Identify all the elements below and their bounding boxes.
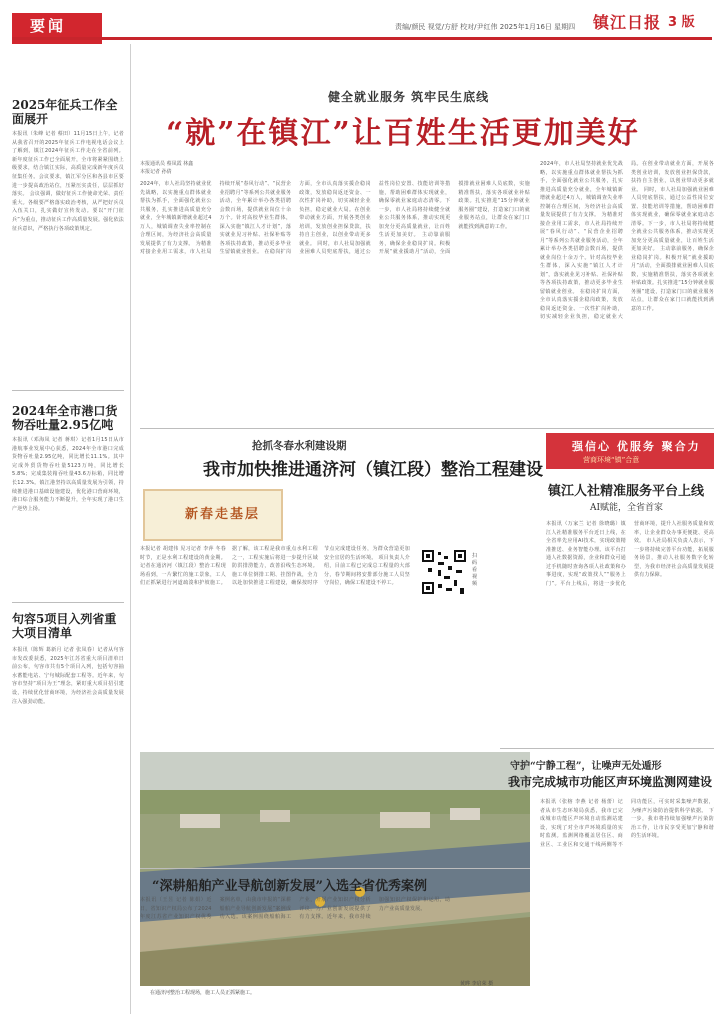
deep-headline: “深耕船舶产业导航创新发展”入选全省优秀案例: [152, 879, 427, 894]
story-body: 本报讯（朱峰 记者 蔡田）11月15日上午，记者从我省召开的2025年征兵工作电视电话会议上了解到，镇江2024年征兵工作走在全省前列。新年度征兵工作已全面展开，全市将紧紧围绕上级要求，结合镇江实际，高质量完成新年度兵员征集任务。会议要求，镇江军分区和各县市区要进一步提高政治站位，压紧压实责任，层层抓好落实。 会议强调，做好征兵工作使命光荣、责任重大。各级要严格落实政治考核，从严把好兵员入伍关口，扎实做好宣传发动。要以“开门征兵”为重点，推动征兵工作高质量发展。强化依法征兵意识，严格执行各项政策规定。: [12, 131, 124, 232]
right-subheadline: AI赋能，全省首家: [590, 503, 664, 513]
mid-body: 本报记者 胡建伟 见习记者 李萍 冬春时节，正是水利工程建设的黄金期。记者在通济河（镇江段）整治工程现场看到，一片繁忙的施工景象，工人们正抓紧进行河道疏浚和护坡施工。据了解，该工程是我市重点水利工程之一，工程实施后将进一步提升区域防洪排涝能力，改善沿线生态环境。施工单位倒排工期、挂图作战，全力以赴加快推进工程建设，确保按时序节点完成建设任务，为群众营造更加安全宜居的生活环境。 项目负责人介绍，目前工程已完成总工程量的大部分，春节期间将安排部分施工人员坚守岗位，确保工程建设不停工。: [140, 546, 410, 586]
masthead-logo: 镇江日报: [593, 13, 662, 32]
story-body: 本报讯（邓海凤 记者 蒋琪）记者1月15日从市港航事业发展中心获悉，2024年全市港口完成货物吞吐量2.95亿吨，同比增长11.1%。其中完成外贸货物吞吐量5123万吨，同比增长5.8%；完成集装箱吞吐量43.6万标箱，同比增长12.3%。镇江港坚持以高质量发展为引领，持续推进港口基础设施建设，优化港口营商环境，港口综合服务能力不断提升，全年实现了港口生产逆势上扬。: [12, 437, 124, 512]
right-body: 本报讯（万家兰 记者 徐晓璐）镇江人社精准服务平台近日上线，在全省率先应用AI技术，实现政策精准推送、业务智能办理。该平台打通人社数据资源，企业和群众可通过手机随时查询各项人社政策和办事进度，实现“政策找人”“服务上门”。平台上线后，将进一步优化营商环境，提升人社服务质量和效率，让企业群众办事更便捷、更高效。 市人社局相关负责人表示，下一步将持续完善平台功能，拓展服务场景，推动人社服务数字化转型，为我市经济社会高质量发展提供有力保障。: [546, 521, 714, 587]
mid-kicker: 抢抓冬春水利建设期: [252, 440, 347, 452]
qr-code-icon[interactable]: [420, 548, 468, 596]
divider: [140, 868, 530, 869]
divider: [500, 748, 714, 749]
lead-byline: 本报通讯员 蔡凤霞 林鑫 本报记者 孙倩: [140, 161, 194, 175]
column-stamp: 新春走基层: [185, 507, 261, 522]
lead-headline: “就”在镇江”让百姓生活更加美好: [166, 116, 640, 151]
column-divider: [130, 44, 131, 1014]
bottom-kicker: 守护“宁静工程”，让噪声无处遁形: [510, 761, 662, 772]
editor-credits: 责编/颜民 视觉/方舒 校对/尹红伟 2025年1月16日 星期四: [395, 23, 576, 31]
photo-caption: 在通济河整治工程现场，施工人员正抓紧施工。: [150, 990, 256, 996]
photo-credit: 黄晔 李启荣 摄: [460, 981, 494, 987]
qr-caption: 扫码看视频: [472, 553, 478, 587]
bottom-body: 本报讯（张榕 李燕 记者 杨蕾）记者从市生态环境局获悉，我市已完成城市功能区声环境自动监测站建设，实现了对全市声环境质量的实时监测。监测网络覆盖居住区、商业区、工业区和交通干线两侧等不同功能区，可实时采集噪声数据，为噪声污染防治提供科学依据。 下一步，我市将持续加强噪声污染防治工作，让市民享受更加宁静和谐的生活环境。: [540, 799, 714, 848]
story-title: 句容5项目入列省重大项目清单: [12, 612, 117, 640]
lead-body: 2024年，市人社局坚持就业优先战略，以实施重点群体就业帮扶为抓手，全面强化就业公共服务，扎实推进高质量充分就业，全年城镇新增就业超过4万人，城镇调查失业率控制在合理区间，为经济社会高质量发展提供了有力支撑。 为精准对接企业用工需求，市人社局持续开展“春风行动”、“民营企业招聘月”等系列公共就业服务活动，全年累计举办各类招聘会数百场，提供就业岗位十余万个。针对高校毕业生群体，深入实施“镇江人才计划”，落实就业见习补贴、社保补贴等各项扶持政策，推动更多毕业生留镇就业创业。 在稳岗扩岗方面，全市认真落实援企稳岗政策，发放稳岗返还资金、一次性扩岗补助，切实减轻企业负担，稳定就业大局。在创业带动就业方面，开展各类创业培训，发放创业担保贷款，扶持自主创业，以创业带动更多就业。 同时，市人社局加强就业困难人员兜底帮扶，通过公益性岗位安置、技能培训等措施，帮助困难群体实现就业，确保零就业家庭动态清零。下一步，市人社局将持续健全就业公共服务体系，推动实现更加充分更高质量就业，让百姓生活更加美好。 主动靠前服务，确保企业稳岗扩岗。积极开展“就业援助月”活动，全面摸排就业困难人员底数，实施精准帮扶，落实各项就业补贴政策。扎实推进“15分钟就业服务圈”建设，打造家门口的就业服务站点，让群众在家门口就能找到满意的工作。: [140, 181, 530, 255]
page-number: 3 版: [668, 15, 695, 30]
mid-headline: 我市加快推进通济河（镇江段）整治工程建设: [203, 460, 543, 480]
bottom-headline: 我市完成城市功能区声环境监测网建设: [508, 775, 713, 789]
banner-subtitle: 营商环境“镇”合意: [583, 456, 640, 464]
deep-body: 本报讯（王昱 记者 陈娟）近日，省知识产权局公布了2024年度江苏省产业知识产权优秀案例名单，由我市申报的“深耕船舶产业导航创新发展”案例成功入选。该案例围绕船舶海工产业，开展产业知识产权分析评议，为产业创新发展提供了有力支撑。近年来，我市持续加强知识产权保护和运用，助力产业高质量发展。: [140, 897, 451, 920]
header-rule: [12, 37, 712, 40]
section-title: 要闻: [30, 17, 67, 35]
lead-kicker: 健全就业服务 筑牢民生底线: [328, 90, 490, 104]
story-body: 本报讯（陈辉 葛新月 记者 张凤春）记者从句容市发改委获悉，2025年江苏省重大项目清单日前公布，句容市共有5个项目入列，包括句容抽水蓄能电站、宁句城际配套工程等。近年来，句容市坚持“项目为王”理念，紧盯重大项目招引建设，持续优化营商环境，为经济社会高质量发展注入强劲动能。: [12, 647, 124, 705]
banner-slogan: 强信心 优服务 聚合力: [572, 440, 701, 453]
divider: [140, 428, 714, 429]
story-title: 2025年征兵工作全面展开: [12, 98, 118, 126]
divider: [12, 602, 124, 603]
story-title: 2024年全市港口货物吞吐量2.95亿吨: [12, 404, 118, 432]
right-headline: 镇江人社精准服务平台上线: [548, 484, 705, 499]
divider: [12, 390, 124, 391]
lead-body-continued: 2024年，市人社局坚持就业优先战略，以实施重点群体就业帮扶为抓手，全面强化就业公共服务，扎实推进高质量充分就业，全年城镇新增就业超过4万人，城镇调查失业率控制在合理区间，为经济社会高质量发展提供了有力支撑。 为精准对接企业用工需求，市人社局持续开展“春风行动”、“民营企业招聘月”等系列公共就业服务活动，全年累计举办各类招聘会数百场，提供就业岗位十余万个。针对高校毕业生群体，深入实施“镇江人才计划”，落实就业见习补贴、社保补贴等各项扶持政策，推动更多毕业生留镇就业创业。 在稳岗扩岗方面，全市认真落实援企稳岗政策，发放稳岗返还资金、一次性扩岗补助，切实减轻企业负担，稳定就业大局。在创业带动就业方面，开展各类创业培训，发放创业担保贷款，扶持自主创业，以创业带动更多就业。 同时，市人社局加强就业困难人员兜底帮扶，通过公益性岗位安置、技能培训等措施，帮助困难群体实现就业，确保零就业家庭动态清零。下一步，市人社局将持续健全就业公共服务体系，推动实现更加充分更高质量就业，让百姓生活更加美好。 主动靠前服务，确保企业稳岗扩岗。积极开展“就业援助月”活动，全面摸排就业困难人员底数，实施精准帮扶，落实各项就业补贴政策。扎实推进“15分钟就业服务圈”建设，打造家门口的就业服务站点，让群众在家门口就能找到满意的工作。: [540, 161, 714, 320]
